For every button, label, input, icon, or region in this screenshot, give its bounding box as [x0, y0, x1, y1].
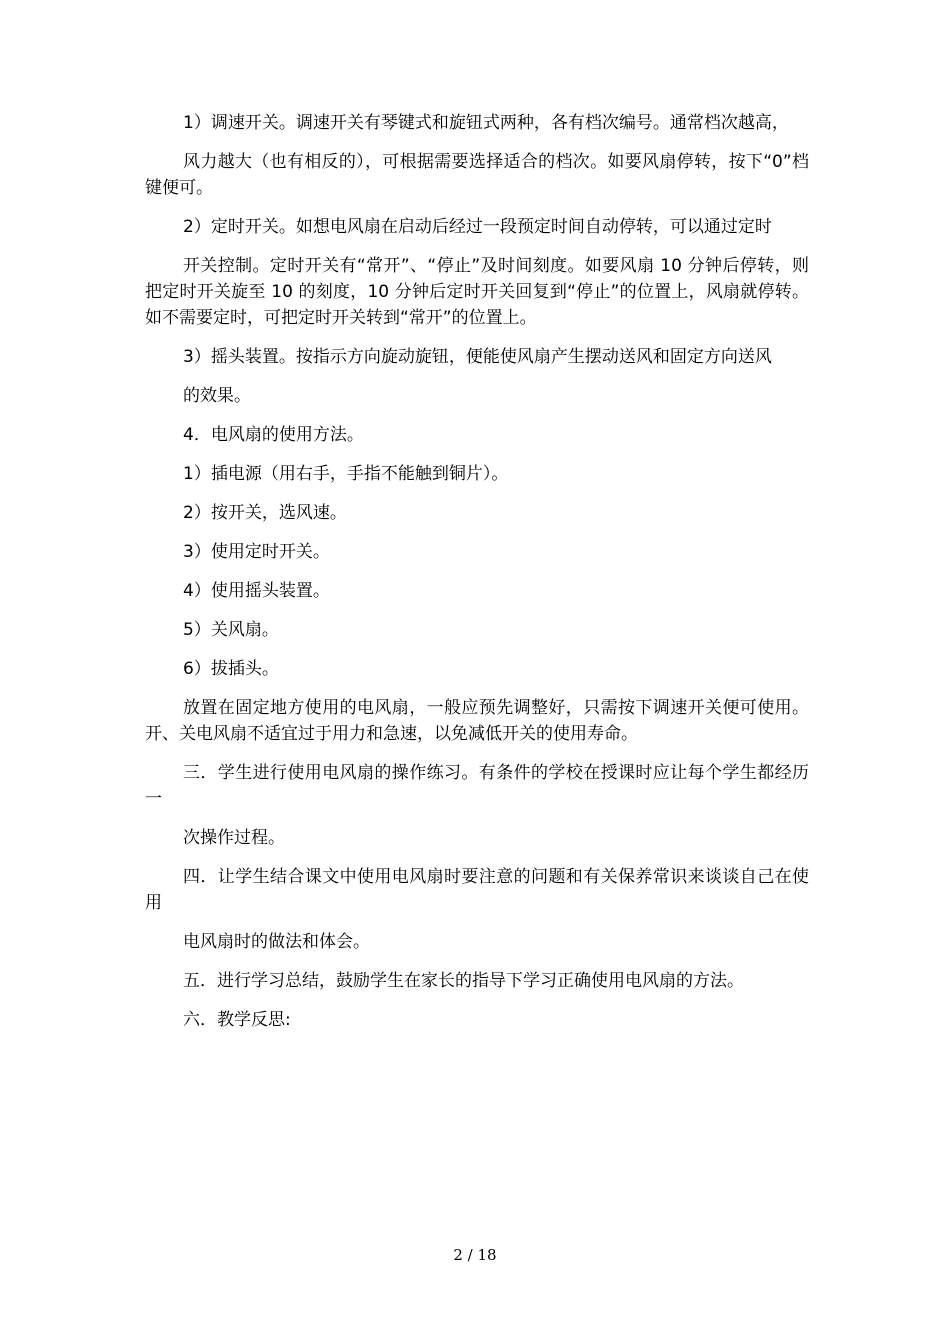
paragraph-timer-switch: 2）定时开关。如想电风扇在启动后经过一段预定时间自动停转，可以通过定时 [183, 217, 772, 237]
heading-usage-method: 4．电风扇的使用方法。 [183, 425, 364, 445]
section-three-cont: 次操作过程。 [183, 828, 285, 848]
list-item-step-5: 5）关风扇。 [183, 620, 279, 640]
list-item-step-1: 1）插电源（用右手，手指不能触到铜片）。 [183, 464, 509, 484]
paragraph-speed-switch: 1）调速开关。调速开关有琴键式和旋钮式两种，各有档次编号。通常档次越高， [183, 113, 789, 133]
list-item-step-6: 6）拔插头。 [183, 659, 279, 679]
list-item-step-4: 4）使用摇头装置。 [183, 581, 330, 601]
section-four: 四．让学生结合课文中使用电风扇时要注意的问题和有关保养常识来谈谈自己在使用 [145, 867, 809, 913]
list-item-step-2: 2）按开关，选风速。 [183, 503, 347, 523]
section-four-cont: 电风扇时的做法和体会。 [183, 932, 370, 952]
paragraph-placement-note: 放置在固定地方使用的电风扇，一般应预先调整好，只需按下调速开关便可使用。开、关电风扇不适宜过于用力和急速，以免减低开关的使用寿命。 [145, 698, 809, 744]
paragraph-oscillation-cont: 的效果。 [183, 386, 251, 406]
section-three: 三．学生进行使用电风扇的操作练习。有条件的学校在授课时应让每个学生都经历一 [145, 763, 809, 809]
section-six: 六．教学反思: [183, 1010, 291, 1030]
paragraph-oscillation: 3）摇头装置。按指示方向旋动旋钮，便能使风扇产生摆动送风和固定方向送风 [183, 347, 772, 367]
section-five: 五．进行学习总结，鼓励学生在家长的指导下学习正确使用电风扇的方法。 [183, 971, 744, 991]
list-item-step-3: 3）使用定时开关。 [183, 542, 330, 562]
document-body [145, 110, 809, 1046]
paragraph-speed-switch-cont: 风力越大（也有相反的），可根据需要选择适合的档次。如要风扇停转，按下“0”档键便可。 [145, 152, 809, 198]
paragraph-timer-switch-cont: 开关控制。定时开关有“常开”、“停止”及时间刻度。如要风扇 10 分钟后停转，则把定时开关旋至 10 的刻度，10 分钟后定时开关回复到“停止”的位置上，风扇就停转。如不需要定时，可把定时开关转到“常开”的位置上。 [145, 256, 809, 328]
page-number: 2 / 18 [453, 1246, 497, 1264]
